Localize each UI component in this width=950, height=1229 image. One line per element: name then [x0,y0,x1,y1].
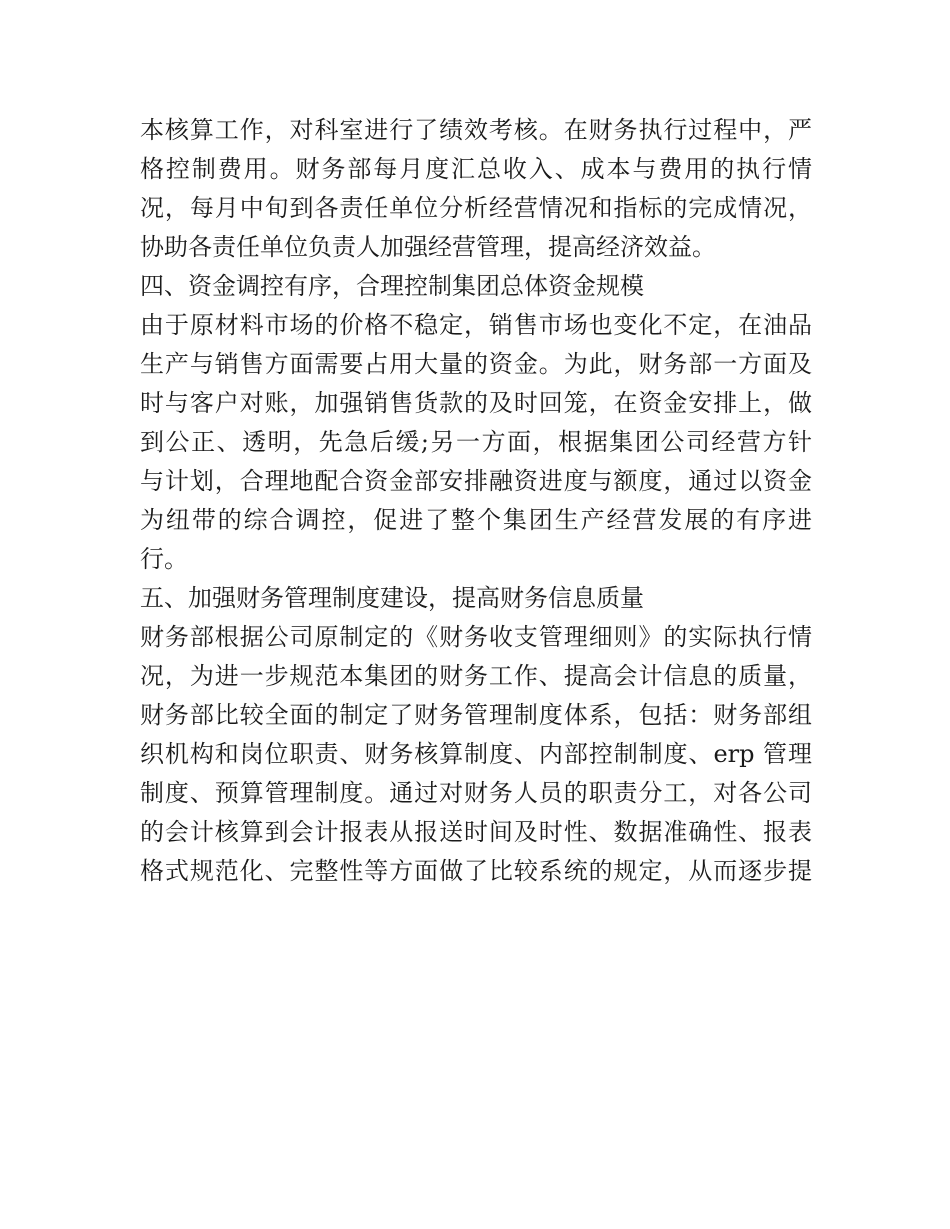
text-line: 本核算工作，对科室进行了绩效考核。在财务执行过程中，严 [140,116,812,144]
text-line: 协助各责任单位负责人加强经营管理，提高经济效益。 [140,233,716,261]
text-line: 财务部比较全面的制定了财务管理制度体系，包括：财务部组 [140,701,812,729]
text-line: 的会计核算到会计报表从报送时间及时性、数据准确性、报表 [140,818,812,846]
text-line: 财务部根据公司原制定的《财务收支管理细则》的实际执行情 [140,623,812,651]
text-line: 为纽带的综合调控，促进了整个集团生产经营发展的有序进 [140,506,812,534]
text-line: 格控制费用。财务部每月度汇总收入、成本与费用的执行情 [140,155,812,183]
text-line: 织机构和岗位职责、财务核算制度、内部控制制度、erp 管理 [140,740,812,768]
text-line: 况，为进一步规范本集团的财务工作、提高会计信息的质量， [140,662,812,690]
document-body [140,111,812,891]
text-line: 时与客户对账，加强销售货款的及时回笼，在资金安排上，做 [140,389,812,417]
text-line: 制度、预算管理制度。通过对财务人员的职责分工，对各公司 [140,779,812,807]
text-line: 格式规范化、完整性等方面做了比较系统的规定，从而逐步提 [140,857,812,885]
text-line: 生产与销售方面需要占用大量的资金。为此，财务部一方面及 [140,350,812,378]
text-line: 行。 [140,545,188,573]
section-heading: 四、资金调控有序，合理控制集团总体资金规模 [140,272,644,300]
text-line: 与计划，合理地配合资金部安排融资进度与额度，通过以资金 [140,467,812,495]
text-line: 由于原材料市场的价格不稳定，销售市场也变化不定，在油品 [140,311,812,339]
text-line: 到公正、透明，先急后缓;另一方面，根据集团公司经营方针 [140,428,812,456]
text-line: 况，每月中旬到各责任单位分析经营情况和指标的完成情况， [140,194,812,222]
section-heading: 五、加强财务管理制度建设，提高财务信息质量 [140,584,644,612]
